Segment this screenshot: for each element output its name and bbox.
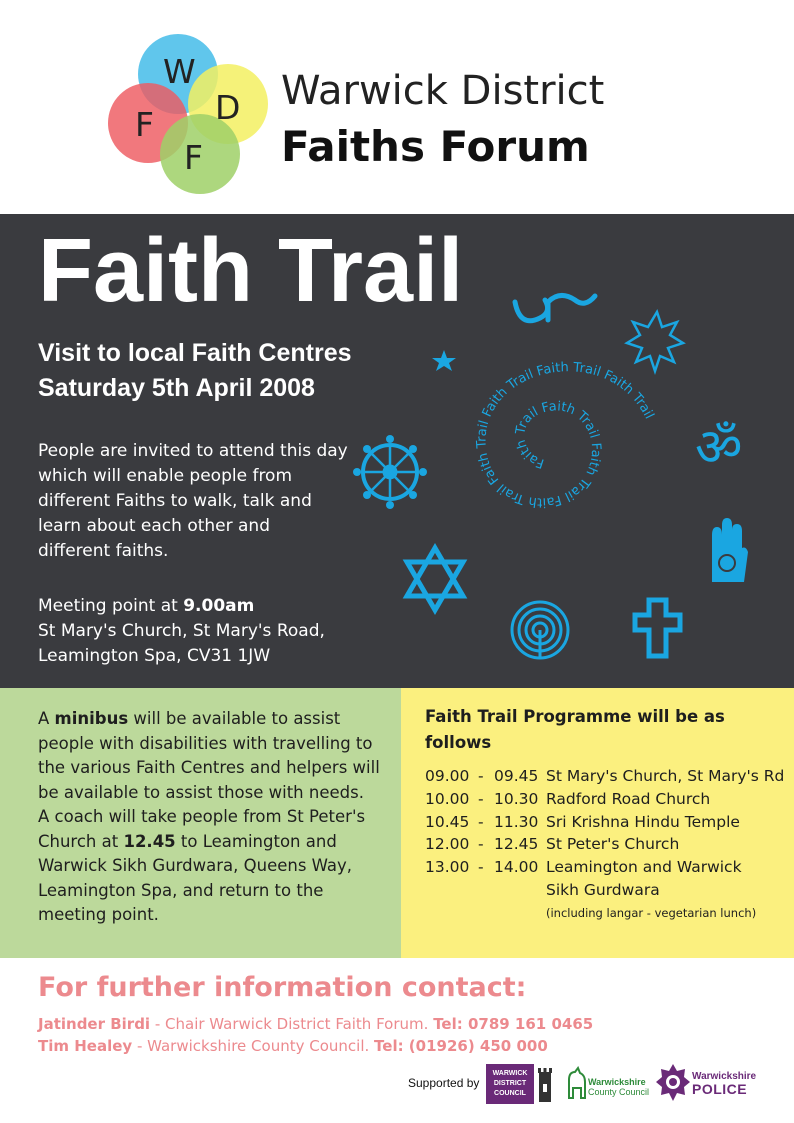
star-of-baha-icon [627,312,683,371]
programme-dash: - [478,812,484,831]
contact-heading: For further information contact: [38,972,527,1003]
programme-dash: - [478,858,484,877]
minibus-line [38,854,352,879]
programme-place: Sri Krishna Hindu Temple [546,812,740,831]
spiral-text: Faith Trail Faith Trail Faith Trail Faith Trail Faith Trail Faith Trail Faith Trail Faith Trail [474,360,657,510]
programme-dash: - [478,835,484,854]
contact-name: Jatinder Birdi [38,1015,151,1033]
om-icon: ॐ [695,418,743,478]
warwickshire-county-council-logo [566,1066,650,1102]
logo-letter-f-left: F [135,105,154,144]
logo-letter-f-bottom: F [184,138,203,177]
minibus-text: people with disabilities with travelling to [38,733,373,753]
contact-tel: Tel: (01926) 450 000 [374,1037,548,1055]
minibus-text: the various Faith Centres and helpers will [38,758,380,777]
intro-line: People are invited to attend this day [38,441,348,461]
police-badge-icon [656,1062,690,1104]
crescent-star-icon [405,334,456,389]
address-line2: Leamington Spa, CV31 1JW [38,646,271,666]
wdc-line: WARWICK [492,1070,528,1077]
minibus-highlight: minibus [54,709,129,728]
programme-note: (including langar - vegetarian lunch) [546,906,757,920]
faith-spiral-graphic [350,230,770,670]
supported-by-label: Supported by [408,1076,480,1090]
header [0,0,794,214]
programme-end: 11.30 [494,812,539,831]
programme-place: Radford Road Church [546,789,711,808]
minibus-line [38,805,365,830]
wdc-line: COUNCIL [494,1090,526,1097]
intro-line: learn about each other and [38,516,270,536]
page-title: Faith Trail [38,221,464,321]
meeting-time: 9.00am [183,596,255,616]
bear-and-staff-icon [566,1066,588,1100]
programme-start: 12.00 [425,835,470,854]
programme-end: 14.00 [494,858,539,877]
programme-start: 10.45 [425,812,470,831]
minibus-text: to Leamington and [175,831,337,851]
minibus-text: A [38,709,55,728]
minibus-text: Warwick Sikh Gurdwara, Queens Way, [38,856,353,875]
programme-place: St Mary's Church, St Mary's Rd [546,767,785,785]
contact-name: Tim Healey [38,1037,133,1055]
org-name-line1: Warwick District [281,68,605,114]
meeting-label: Meeting point at [38,596,184,616]
programme-end: 10.30 [494,789,539,808]
programme-heading-line1: Faith Trail Programme will be as [425,707,725,726]
programme-start: 10.00 [425,789,470,808]
contact-role: - Warwickshire County Council. [132,1037,375,1055]
programme-start: 09.00 [425,767,470,785]
contact-tel: Tel: 0789 161 0465 [433,1015,594,1033]
minibus-line [38,781,364,806]
wdff-logo [106,34,271,196]
minibus-text: be available to assist those with needs. [38,782,364,802]
minibus-text: Leamington Spa, and return to the [38,880,324,900]
minibus-text: A coach will take people from St Peter's [38,807,366,826]
programme-dash: - [478,789,484,808]
intro-line: which will enable people from [38,466,293,486]
star-of-david-icon [407,548,463,610]
minibus-line [38,830,337,855]
org-name-line2: Faiths Forum [281,122,590,171]
warwick-district-council-logo [486,1064,554,1104]
minibus-text: will be available to assist [128,709,341,728]
programme-dash: - [478,767,484,785]
programme-place: Leamington and Warwick [546,858,742,877]
minibus-text: Church at [38,831,124,851]
police-line: Warwickshire [692,1071,757,1082]
address-line1: St Mary's Church, St Mary's Road, [38,621,325,641]
minibus-line [38,707,340,732]
dharma-wheel-icon [353,435,427,509]
programme-place: St Peter's Church [546,835,680,854]
ik-onkar-icon [515,295,595,320]
logo-letter-d: D [215,88,241,127]
programme-heading-line2: follows [425,733,492,752]
minibus-line [38,903,159,928]
cross-icon [635,600,680,656]
contact-person [38,1037,548,1055]
subtitle-date: Saturday 5th April 2008 [38,374,315,402]
wdc-line: DISTRICT [493,1080,527,1087]
warwickshire-police-logo [656,1062,760,1104]
programme-end: 09.45 [494,767,539,785]
wcc-line: County Council [588,1087,650,1097]
police-line: POLICE [692,1081,748,1097]
minibus-line [38,879,323,904]
logo-letter-w: W [163,52,196,91]
intro-line: different Faiths to walk, talk and [38,491,312,511]
contact-role: - Chair Warwick District Faith Forum. [150,1015,434,1033]
jain-hand-icon [712,518,748,582]
minibus-text: meeting point. [38,905,159,924]
subtitle-visit: Visit to local Faith Centres [38,339,352,367]
meeting-point [38,594,254,619]
minibus-line [38,732,373,757]
wcc-line: Warwickshire [588,1077,646,1087]
minibus-line [38,756,380,781]
castle-icon [536,1064,554,1104]
labyrinth-icon [512,602,568,658]
minibus-highlight: 12.45 [123,831,176,851]
intro-line: different faiths. [38,541,169,561]
programme-start: 13.00 [425,858,470,877]
contact-person [38,1015,593,1033]
programme-end: 12.45 [494,835,539,854]
